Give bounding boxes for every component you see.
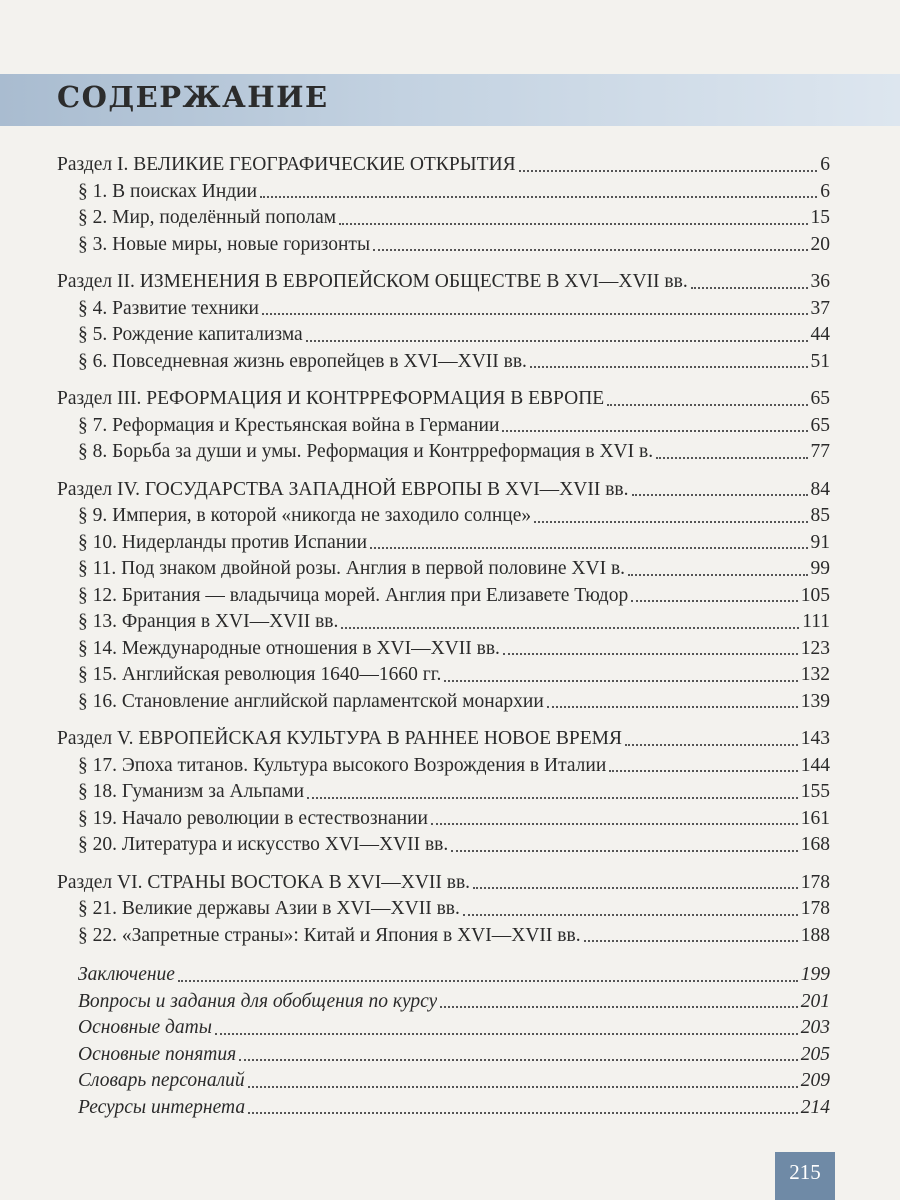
toc-paragraph-page: 77	[810, 441, 830, 462]
toc-paragraph-title: § 4. Развитие техники	[78, 297, 259, 319]
dot-leader	[530, 364, 808, 368]
toc-paragraph[interactable]	[57, 296, 830, 323]
toc-section-page: 6	[820, 154, 830, 175]
toc-paragraph-title: § 12. Британия — владычица морей. Англия при Елизавете Тюдор	[78, 584, 629, 606]
toc-paragraph-title: § 5. Рождение капитализма	[78, 324, 303, 345]
toc-paragraph-title: § 17. Эпоха титанов. Культура высокого Возрождения в Италии	[78, 754, 607, 776]
dot-leader	[178, 978, 798, 982]
toc-paragraph[interactable]	[57, 806, 830, 833]
toc-paragraph[interactable]	[57, 556, 830, 583]
dot-leader	[444, 678, 797, 682]
toc-section-title: Раздел VI. СТРАНЫ ВОСТОКА В XVI—XVII вв.	[57, 871, 471, 893]
toc-paragraph-page: 168	[800, 834, 830, 855]
toc-section-page: 178	[800, 871, 830, 893]
dot-leader	[215, 1031, 798, 1035]
toc-paragraph[interactable]	[57, 232, 830, 259]
toc-back-matter-page: 214	[800, 1096, 830, 1118]
toc-paragraph-page: 85	[810, 505, 830, 526]
dot-leader	[370, 545, 807, 549]
toc-section-page: 143	[800, 728, 830, 749]
toc-back-matter[interactable]	[57, 962, 830, 989]
toc-section-title: Раздел II. ИЗМЕНЕНИЯ В ЕВРОПЕЙСКОМ ОБЩЕСТВЕ В XVI—XVII вв.	[57, 271, 688, 292]
dot-leader	[451, 848, 797, 852]
toc-back-matter[interactable]	[57, 1095, 830, 1122]
dot-leader	[341, 625, 799, 629]
toc-paragraph[interactable]	[57, 609, 830, 636]
toc-paragraph-title: § 15. Английская революция 1640—1660 гг.	[78, 664, 442, 685]
section-gap	[57, 375, 830, 386]
dot-leader	[584, 938, 798, 942]
toc-paragraph[interactable]	[57, 205, 830, 232]
dot-leader	[339, 221, 807, 225]
toc-paragraph[interactable]	[57, 689, 830, 716]
toc-section-page: 36	[810, 271, 830, 292]
toc-paragraph[interactable]	[57, 413, 830, 440]
dot-leader	[656, 455, 807, 459]
toc-section-page: 84	[810, 478, 830, 500]
section-gap	[57, 715, 830, 726]
toc-paragraph-title: § 18. Гуманизм за Альпами	[78, 781, 305, 802]
toc-back-matter[interactable]	[57, 1015, 830, 1042]
toc-paragraph-page: 20	[810, 233, 830, 255]
dot-leader	[691, 285, 808, 289]
dot-leader	[373, 247, 807, 251]
dot-leader	[473, 885, 798, 889]
toc-paragraph-page: 161	[800, 807, 830, 829]
toc-paragraph[interactable]	[57, 753, 830, 780]
toc-paragraph-title: § 10. Нидерланды против Испании	[78, 531, 368, 553]
dot-leader	[631, 598, 798, 602]
toc-paragraph[interactable]	[57, 923, 830, 950]
toc-paragraph[interactable]	[57, 503, 830, 530]
toc-paragraph-page: 15	[810, 207, 830, 228]
toc-section-title: Раздел IV. ГОСУДАРСТВА ЗАПАДНОЙ ЕВРОПЫ В XVI—XVII вв.	[57, 478, 629, 500]
toc-paragraph-page: 155	[800, 781, 830, 802]
toc-back-matter-page: 209	[800, 1070, 830, 1091]
toc-section[interactable]	[57, 386, 830, 413]
toc-paragraph-page: 188	[800, 924, 830, 946]
section-gap	[57, 859, 830, 870]
toc-paragraph-title: § 3. Новые миры, новые горизонты	[78, 233, 371, 255]
toc-back-matter-title: Ресурсы интернета	[78, 1096, 246, 1118]
dot-leader	[632, 492, 808, 496]
page-number: 215	[775, 1152, 835, 1200]
toc-back-matter[interactable]	[57, 1042, 830, 1069]
dot-leader	[260, 194, 817, 198]
toc-paragraph-page: 105	[800, 584, 830, 606]
page-title: СОДЕРЖАНИЕ	[57, 80, 329, 114]
dot-leader	[431, 821, 798, 825]
toc-paragraph-title: § 16. Становление английской парламентской монархии	[78, 690, 544, 712]
section-gap	[57, 466, 830, 477]
toc-paragraph[interactable]	[57, 662, 830, 689]
toc-back-matter[interactable]	[57, 1068, 830, 1095]
toc-paragraph-page: 132	[800, 664, 830, 685]
toc-paragraph-title: § 6. Повседневная жизнь европейцев в XVI—XVII вв.	[78, 350, 527, 372]
dot-leader	[547, 704, 798, 708]
toc-section-page: 65	[810, 388, 830, 409]
toc-paragraph-page: 144	[800, 754, 830, 776]
dot-leader	[534, 519, 807, 523]
toc-paragraph-page: 91	[810, 531, 830, 553]
dot-leader	[502, 428, 807, 432]
section-gap	[57, 949, 830, 962]
toc-paragraph-title: § 2. Мир, поделённый пополам	[78, 207, 337, 228]
toc-paragraph-title: § 11. Под знаком двойной розы. Англия в первой половине XVI в.	[78, 558, 626, 579]
dot-leader	[519, 168, 818, 172]
toc-back-matter-page: 205	[800, 1043, 830, 1065]
toc-paragraph[interactable]	[57, 179, 830, 206]
toc-paragraph-page: 99	[810, 558, 830, 579]
toc-section[interactable]	[57, 870, 830, 897]
toc-paragraph-title: § 13. Франция в XVI—XVII вв.	[78, 611, 339, 632]
toc-back-matter-title: Заключение	[78, 964, 175, 985]
toc-section[interactable]	[57, 152, 830, 179]
toc-paragraph[interactable]	[57, 322, 830, 349]
toc-back-matter-title: Основные даты	[78, 1017, 212, 1038]
toc-back-matter-title: Словарь персоналий	[78, 1070, 245, 1091]
toc-paragraph-page: 111	[802, 611, 830, 632]
toc-paragraph[interactable]	[57, 896, 830, 923]
toc-paragraph-page: 51	[810, 350, 830, 372]
dot-leader	[607, 402, 807, 406]
dot-leader	[306, 338, 808, 342]
toc-paragraph[interactable]	[57, 636, 830, 663]
toc-paragraph-title: § 1. В поисках Индии	[78, 180, 258, 202]
toc-paragraph[interactable]	[57, 530, 830, 557]
toc-paragraph-page: 6	[820, 180, 830, 202]
dot-leader	[609, 768, 797, 772]
toc-back-matter-page: 199	[800, 964, 830, 985]
toc-paragraph[interactable]	[57, 583, 830, 610]
toc-paragraph-page: 178	[800, 898, 830, 919]
dot-leader	[440, 1004, 797, 1008]
toc-paragraph-title: § 8. Борьба за души и умы. Реформация и Контрреформация в XVI в.	[78, 441, 654, 462]
toc-section[interactable]	[57, 269, 830, 296]
toc-paragraph-page: 123	[800, 637, 830, 659]
toc-paragraph-title: § 14. Международные отношения в XVI—XVII вв.	[78, 637, 500, 659]
toc-back-matter-page: 203	[800, 1017, 830, 1038]
dot-leader	[503, 651, 798, 655]
toc-back-matter[interactable]	[57, 989, 830, 1016]
toc-section-title: Раздел V. ЕВРОПЕЙСКАЯ КУЛЬТУРА В РАННЕЕ НОВОЕ ВРЕМЯ	[57, 728, 623, 749]
dot-leader	[463, 912, 798, 916]
toc-paragraph-page: 139	[800, 690, 830, 712]
dot-leader	[248, 1084, 798, 1088]
toc-paragraph-title: § 22. «Запретные страны»: Китай и Япония в XVI—XVII вв.	[78, 924, 581, 946]
toc-paragraph-page: 37	[810, 297, 830, 319]
dot-leader	[248, 1110, 798, 1114]
toc-paragraph[interactable]	[57, 832, 830, 859]
toc-back-matter-page: 201	[800, 990, 830, 1012]
toc-paragraph-title: § 19. Начало революции в естествознании	[78, 807, 428, 829]
toc-paragraph-page: 44	[810, 324, 830, 345]
toc-paragraph[interactable]	[57, 779, 830, 806]
toc-paragraph[interactable]	[57, 439, 830, 466]
toc-paragraph-title: § 21. Великие державы Азии в XVI—XVII вв.	[78, 898, 460, 919]
dot-leader	[628, 572, 807, 576]
table-of-contents	[57, 152, 830, 1121]
dot-leader	[307, 795, 798, 799]
toc-paragraph-title: § 7. Реформация и Крестьянская война в Германии	[78, 414, 500, 436]
toc-paragraph-title: § 20. Литература и искусство XVI—XVII вв.	[78, 834, 449, 855]
toc-section-title: Раздел III. РЕФОРМАЦИЯ И КОНТРРЕФОРМАЦИЯ В ЕВРОПЕ	[57, 388, 605, 409]
dot-leader	[625, 742, 798, 746]
toc-section[interactable]	[57, 477, 830, 504]
toc-paragraph-page: 65	[810, 414, 830, 436]
toc-back-matter-title: Вопросы и задания для обобщения по курсу	[78, 990, 438, 1012]
toc-section-title: Раздел I. ВЕЛИКИЕ ГЕОГРАФИЧЕСКИЕ ОТКРЫТИЯ	[57, 154, 516, 175]
section-gap	[57, 258, 830, 269]
toc-back-matter-title: Основные понятия	[78, 1043, 237, 1065]
dot-leader	[239, 1057, 798, 1061]
toc-paragraph[interactable]	[57, 349, 830, 376]
toc-paragraph-title: § 9. Империя, в которой «никогда не заходило солнце»	[78, 505, 532, 526]
dot-leader	[262, 311, 808, 315]
toc-section[interactable]	[57, 726, 830, 753]
